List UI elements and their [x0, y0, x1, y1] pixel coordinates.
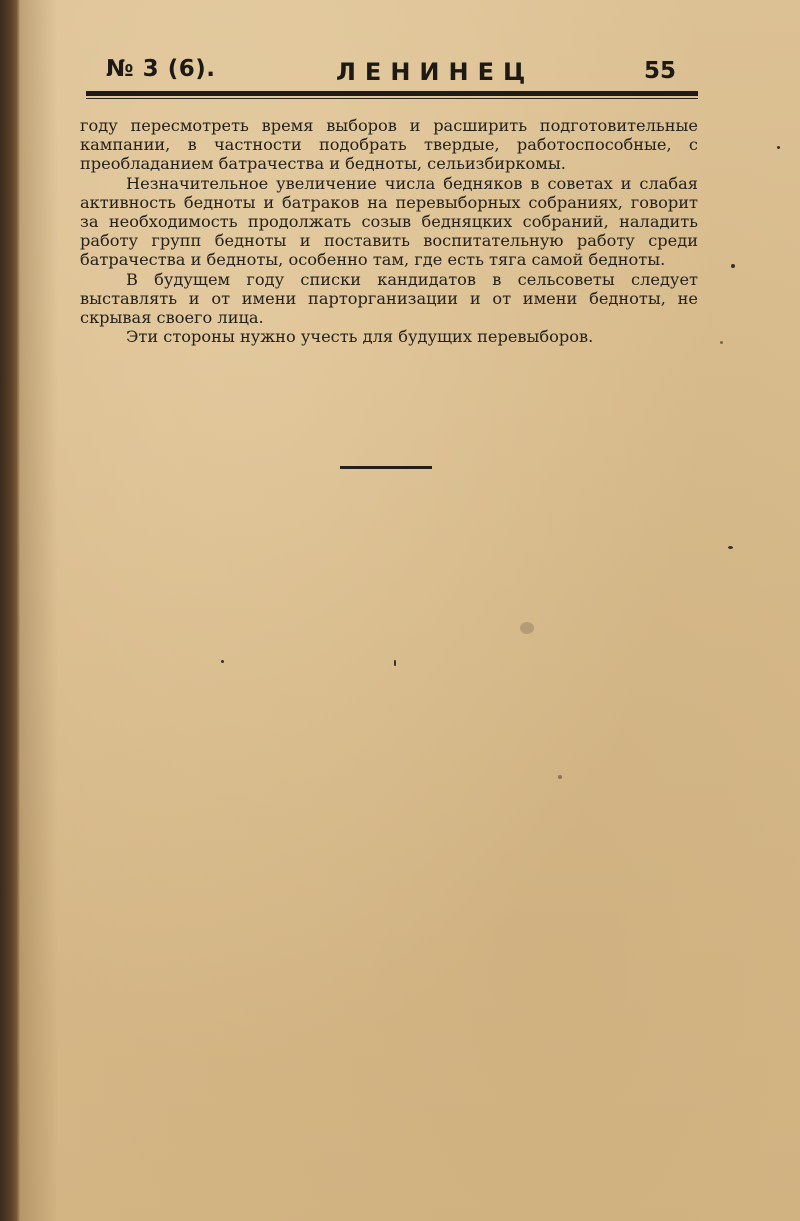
paragraph-continuation: году пересмотреть время выборов и расширить подготовительные кампании, в частности подобрать твердые, работоспособные, с преобладанием батрачества и бедноты, сельизбиркомы. — [80, 116, 698, 174]
paragraph: Эти стороны нужно учесть для будущих перевыборов. — [126, 327, 594, 347]
paper-speck — [558, 775, 562, 779]
body-text — [80, 116, 698, 346]
paper-speck — [720, 341, 723, 344]
paper-speck — [221, 660, 224, 663]
section-end-rule — [340, 466, 432, 469]
paragraph: В будущем году списки кандидатов в сельсоветы следует выставлять и от имени парторганизации и от имени бедноты, не скрывая своего лица. — [80, 269, 698, 328]
paper-speck — [731, 264, 735, 268]
running-header — [86, 54, 698, 90]
binding-shadow — [18, 0, 58, 1221]
journal-title: ЛЕНИНЕЦ — [336, 58, 535, 86]
paragraph: Незначительное увеличение числа бедняков в советах и слабая активность бедноты и батраков на перевыборных собраниях, говорит за необходимость продолжать созыв бедняцких собраний, наладить работу групп бедноты и поставить воспитательную работу среди батрачества и бедноты, особенно там, где есть тяга самой бедноты. — [80, 173, 698, 270]
page-number: 55 — [643, 58, 676, 84]
issue-number: № 3 (6). — [106, 56, 216, 82]
paper-speck — [394, 660, 396, 666]
book-binding — [0, 0, 20, 1221]
paper-speck — [777, 146, 780, 149]
paper-speck — [728, 546, 733, 549]
paper-speck — [520, 622, 534, 634]
header-rule-thick — [86, 91, 698, 96]
header-rule-thin — [86, 98, 698, 99]
